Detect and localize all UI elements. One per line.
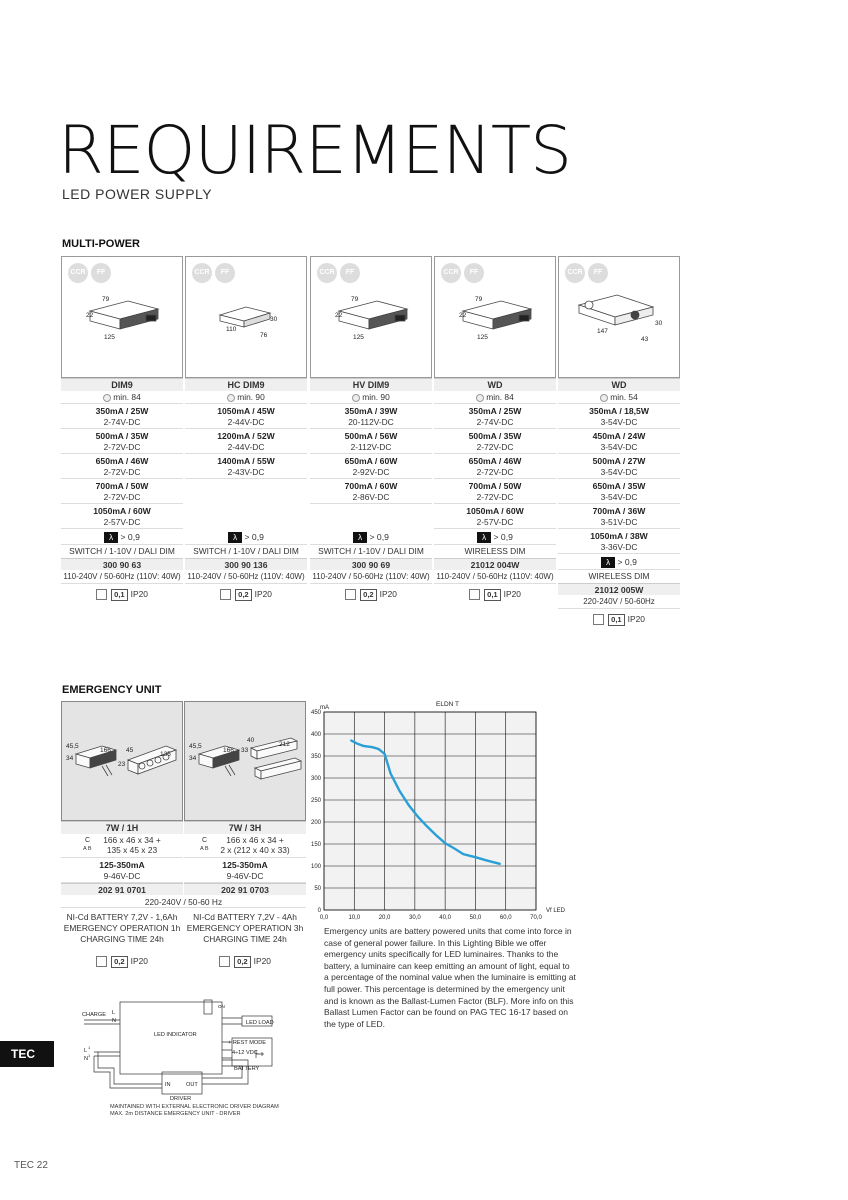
ccr-badge: CCR: [441, 263, 461, 283]
multi-power-heading: MULTI-POWER: [62, 238, 141, 250]
lumen-icon: [352, 394, 360, 402]
wiring-diagram: [82, 994, 282, 1106]
product-photo: [310, 256, 432, 378]
emergency-curve-chart: [306, 700, 576, 925]
input-voltage: 110-240V / 50-60Hz (110V: 40W): [185, 570, 307, 584]
spec-row: 1050mA / 60W 2-57V-DC: [61, 504, 183, 529]
ff-badge: FF: [588, 263, 608, 283]
y-tick-label: 200: [310, 820, 321, 826]
power-factor: λ > 0,9: [310, 529, 432, 545]
class-ii-icon: [593, 614, 604, 625]
emergency-description: Emergency units are battery powered units that come into force in case of general power failure. In this Lighting Bible we offer emergency units specifically for LED luminaires. Thanks to the battery, a luminaire can keep emitting an amount of light, equal to a percentage of the nominal value when the luminaire is emitting at full power. This percentage is determined by the emergency unit and is known as the Ballast-Lumen Factor (BLF). More info on this Ballast Lumen Factor can be found on PAG TEC 16-17 based on the type of LED.: [324, 926, 576, 1029]
spec-row: 650mA / 60W 2-92V-DC: [310, 454, 432, 479]
product-photo: [558, 256, 680, 378]
product-drawing: [435, 257, 555, 377]
product-photo: [434, 256, 556, 378]
dim-label: 33: [241, 747, 249, 754]
cutout-icon: C: [85, 837, 91, 844]
spec-row: 500mA / 35W 2-72V-DC: [61, 429, 183, 454]
product-code: 300 90 69: [310, 558, 432, 570]
product-column: [310, 256, 432, 604]
cutout-size: C A B 166 x 46 x 34 + 135 x 45 x 23: [61, 834, 183, 858]
dim-label: 23: [118, 761, 126, 768]
ip-rating: IP20: [379, 589, 397, 599]
label-n: N: [112, 1018, 117, 1024]
spec-row: 1400mA / 55W 2-43V-DC: [185, 454, 307, 479]
emergency-unit-1h: [61, 701, 183, 971]
x-tick-label: 50,0: [469, 915, 482, 921]
min-row: min. 90: [185, 391, 307, 404]
icons-row: [185, 584, 307, 604]
spec-row: 1050mA / 60W 2-57V-DC: [434, 504, 556, 529]
product-drawing: [186, 257, 306, 377]
dim-label: 30: [655, 320, 663, 327]
product-code: 21012 005W: [558, 583, 680, 595]
min-row: min. 84: [61, 391, 183, 404]
wiring-note: MAINTAINED WITH EXTERNAL ELECTRONIC DRIVER DIAGRAM MAX. 2m DISTANCE EMERGENCY UNIT - DRIVER: [110, 1104, 279, 1117]
product-code: 21012 004W: [434, 558, 556, 570]
spec-row: 350mA / 18,5W 3-54V-DC: [558, 404, 680, 429]
power-factor: λ > 0,9: [434, 529, 556, 545]
emergency-unit-3h: [184, 701, 306, 971]
product-photo: [185, 256, 307, 378]
page-number: TEC 22: [14, 1160, 48, 1171]
dim-label: 34: [189, 755, 197, 762]
y-tick-label: 150: [310, 842, 321, 848]
label-rest-mode: + REST MODE: [228, 1040, 266, 1046]
ff-badge: FF: [91, 263, 111, 283]
battery-info: NI-Cd BATTERY 7,2V - 1,6Ah EMERGENCY OPERATION 1h CHARGING TIME 24h: [63, 912, 181, 944]
dim-label: 110: [226, 326, 237, 333]
lambda-icon: λ: [601, 557, 615, 568]
ip-rating: IP20: [254, 589, 272, 599]
product-name: DIM9: [61, 378, 183, 391]
input-voltage: 110-240V / 50-60Hz (110V: 40W): [434, 570, 556, 584]
icons-row: [310, 584, 432, 604]
emergency-unit-drawing: [62, 702, 182, 820]
class-ii-icon: [96, 956, 107, 967]
spec-row: 700mA / 60W 2-86V-DC: [310, 479, 432, 504]
svg-text:1: 1: [88, 1045, 91, 1050]
product-name: HV DIM9: [310, 378, 432, 391]
y-tick-label: 50: [314, 886, 321, 892]
spec-row-empty: [185, 479, 307, 504]
battery-info: NI-Cd BATTERY 7,2V - 4Ah EMERGENCY OPERATION 3h CHARGING TIME 24h: [186, 912, 304, 944]
spec-row: 1050mA / 45W 2-44V-DC: [185, 404, 307, 429]
min-row: min. 90: [310, 391, 432, 404]
label-out: OUT: [186, 1082, 198, 1088]
product-drawing: [311, 257, 431, 377]
label-led-indicator: LED INDICATOR: [154, 1032, 197, 1038]
page-title: REQUIREMENTS: [58, 112, 572, 189]
dim-label: 30: [270, 316, 278, 323]
y-tick-label: 350: [310, 754, 321, 760]
product-photo: [61, 256, 183, 378]
lambda-icon: λ: [477, 532, 491, 543]
dim-label: 166: [223, 747, 234, 754]
dim-label: 125: [104, 334, 115, 341]
dim-label: 43: [641, 336, 649, 343]
spec-row: 700mA / 50W 2-72V-DC: [61, 479, 183, 504]
class-badge: 0,2: [360, 589, 377, 601]
dim-label: 79: [475, 296, 483, 303]
dim-label: 125: [353, 334, 364, 341]
class-ii-icon: [96, 589, 107, 600]
input-voltage: 220-240V / 50-60Hz: [558, 595, 680, 609]
spec-row: 650mA / 35W 3-54V-DC: [558, 479, 680, 504]
product-column: [185, 256, 307, 604]
chart-title: ELDN T: [436, 701, 459, 708]
x-tick-label: 30,0: [409, 915, 421, 921]
product-drawing: [559, 257, 679, 377]
label-l1: L: [84, 1048, 88, 1054]
svg-text:1: 1: [88, 1053, 91, 1058]
class-ii-icon: [219, 956, 230, 967]
class-badge: 0,2: [235, 589, 252, 601]
dimming-type: SWITCH / 1-10V / DALI DIM: [318, 546, 424, 556]
section-tab-tec[interactable]: TEC: [0, 1041, 54, 1067]
cutout-ab: A B: [200, 846, 209, 852]
dim-label: 45,5: [189, 743, 202, 750]
ccr-badge: CCR: [68, 263, 88, 283]
class-ii-icon: [220, 589, 231, 600]
spec-row: 650mA / 46W 2-72V-DC: [434, 454, 556, 479]
spec-row: 700mA / 36W 3-51V-DC: [558, 504, 680, 529]
ccr-badge: CCR: [192, 263, 212, 283]
spec-row: 650mA / 46W 2-72V-DC: [61, 454, 183, 479]
spec-row-empty: [310, 504, 432, 529]
y-tick-label: 250: [310, 798, 321, 804]
dim-label: 34: [66, 755, 74, 762]
y-tick-label: 300: [310, 776, 321, 782]
y-tick-label: 450: [310, 710, 321, 716]
dim-label: 22: [459, 312, 467, 319]
product-column: [434, 256, 556, 604]
y-tick-label: 100: [310, 864, 321, 870]
product-code: 202 91 0703: [184, 883, 306, 895]
label-battery: BATTERY: [234, 1066, 260, 1072]
cutout-ab: A B: [83, 846, 92, 852]
page-subtitle: LED POWER SUPPLY: [62, 186, 213, 202]
label-charge: CHARGE: [82, 1012, 106, 1018]
x-tick-label: 60,0: [499, 915, 512, 921]
spec-row: 350mA / 39W 20-112V-DC: [310, 404, 432, 429]
class-ii-icon: [345, 589, 356, 600]
dim-label: 79: [102, 296, 110, 303]
x-tick-label: 40,0: [439, 915, 451, 921]
dim-label: 45: [126, 747, 134, 754]
unit-name: 7W / 3H: [184, 821, 306, 834]
product-name: HC DIM9: [185, 378, 307, 391]
icons-row: [184, 951, 306, 971]
power-factor: λ > 0,9: [558, 554, 680, 570]
dimming-type: SWITCH / 1-10V / DALI DIM: [193, 546, 299, 556]
product-name: WD: [434, 378, 556, 391]
lumen-icon: [476, 394, 484, 402]
input-voltage: 110-240V / 50-60Hz (110V: 40W): [61, 570, 183, 584]
spec-row: 125-350mA 9-46V-DC: [61, 858, 183, 883]
spec-row: 450mA / 24W 3-54V-DC: [558, 429, 680, 454]
emergency-unit-photo: [61, 701, 183, 821]
product-drawing: [62, 257, 182, 377]
emergency-unit-drawing: [185, 702, 305, 820]
lambda-icon: λ: [353, 532, 367, 543]
dim-label: 166: [100, 747, 111, 754]
ff-badge: FF: [340, 263, 360, 283]
chart-y-label: mA: [320, 705, 329, 711]
icons-row: [61, 951, 183, 971]
lumen-icon: [600, 394, 608, 402]
lumen-icon: [103, 394, 111, 402]
dim-label: 135: [160, 751, 171, 758]
spec-row: 1050mA / 38W 3-36V-DC: [558, 529, 680, 554]
ip-rating: IP20: [627, 614, 645, 624]
class-badge: 0,1: [608, 614, 625, 626]
y-tick-label: 400: [310, 732, 321, 738]
spec-row: 125-350mA 9-46V-DC: [184, 858, 306, 883]
dim-label: 125: [477, 334, 488, 341]
dimming-type: WIRELESS DIM: [464, 546, 526, 556]
class-badge: 0,2: [111, 956, 128, 968]
ip-rating: IP20: [253, 956, 271, 966]
product-code: 300 90 63: [61, 558, 183, 570]
ip-rating: IP20: [130, 956, 148, 966]
lambda-icon: λ: [228, 532, 242, 543]
label-led-load: LED LOAD: [246, 1020, 274, 1026]
spec-row: 350mA / 25W 2-74V-DC: [434, 404, 556, 429]
shared-voltage: 220-240V / 50-60 Hz: [61, 896, 306, 908]
spec-row: 1200mA / 52W 2-44V-DC: [185, 429, 307, 454]
label-driver: DRIVER: [170, 1096, 192, 1102]
emergency-unit-photo: [184, 701, 306, 821]
dim-label: 147: [597, 328, 608, 335]
icons-row: [558, 609, 680, 629]
product-column: [558, 256, 680, 629]
x-tick-label: 20,0: [378, 915, 391, 921]
lambda-icon: λ: [104, 532, 118, 543]
ff-badge: FF: [464, 263, 484, 283]
ccr-badge: CCR: [317, 263, 337, 283]
class-badge: 0,1: [111, 589, 128, 601]
label-l: L: [112, 1010, 116, 1016]
spec-row: 500mA / 56W 2-112V-DC: [310, 429, 432, 454]
y-tick-label: 0: [317, 908, 321, 914]
product-name: WD: [558, 378, 680, 391]
lumen-icon: [227, 394, 235, 402]
dimming-type: SWITCH / 1-10V / DALI DIM: [69, 546, 175, 556]
power-factor: λ > 0,9: [61, 529, 183, 545]
ccr-badge: CCR: [565, 263, 585, 283]
min-row: min. 84: [434, 391, 556, 404]
dim-label: 79: [351, 296, 359, 303]
spec-row: 700mA / 50W 2-72V-DC: [434, 479, 556, 504]
min-row: min. 54: [558, 391, 680, 404]
x-tick-label: 70,0: [530, 915, 542, 921]
dim-label: 212: [279, 741, 290, 748]
ff-badge: FF: [215, 263, 235, 283]
dim-label: 76: [260, 332, 268, 339]
class-ii-icon: [469, 589, 480, 600]
cutout-icon: C: [202, 837, 208, 844]
spec-row: 500mA / 35W 2-72V-DC: [434, 429, 556, 454]
class-badge: 0,1: [484, 589, 501, 601]
dim-label: 22: [86, 312, 94, 319]
icons-row: [434, 584, 556, 604]
spec-row-empty: [185, 504, 307, 529]
x-tick-label: 10,0: [348, 915, 361, 921]
product-column: [61, 256, 183, 604]
product-code: 202 91 0701: [61, 883, 183, 895]
emergency-unit-heading: EMERGENCY UNIT: [62, 684, 162, 696]
ip-rating: IP20: [130, 589, 148, 599]
label-on: ON: [218, 1004, 225, 1009]
dim-label: 40: [247, 737, 255, 744]
unit-name: 7W / 1H: [61, 821, 183, 834]
dim-label: 22: [335, 312, 343, 319]
icons-row: [61, 584, 183, 604]
spec-row: 500mA / 27W 3-54V-DC: [558, 454, 680, 479]
label-in: IN: [165, 1082, 171, 1088]
label-n1: N: [84, 1056, 89, 1062]
dimming-type: WIRELESS DIM: [588, 571, 650, 581]
dim-label: 45,5: [66, 743, 79, 750]
input-voltage: 110-240V / 50-60Hz (110V: 40W): [310, 570, 432, 584]
label-vdc: 4÷12 VDC: [232, 1050, 258, 1056]
x-tick-label: 0,0: [319, 915, 329, 921]
ip-rating: IP20: [503, 589, 521, 599]
chart-x-label: Vf LED: [546, 908, 566, 914]
power-factor: λ > 0,9: [185, 529, 307, 545]
class-badge: 0,2: [234, 956, 251, 968]
spec-row: 350mA / 25W 2-74V-DC: [61, 404, 183, 429]
cutout-size: C A B 166 x 46 x 34 + 2 x (212 x 40 x 33): [184, 834, 306, 858]
product-code: 300 90 136: [185, 558, 307, 570]
